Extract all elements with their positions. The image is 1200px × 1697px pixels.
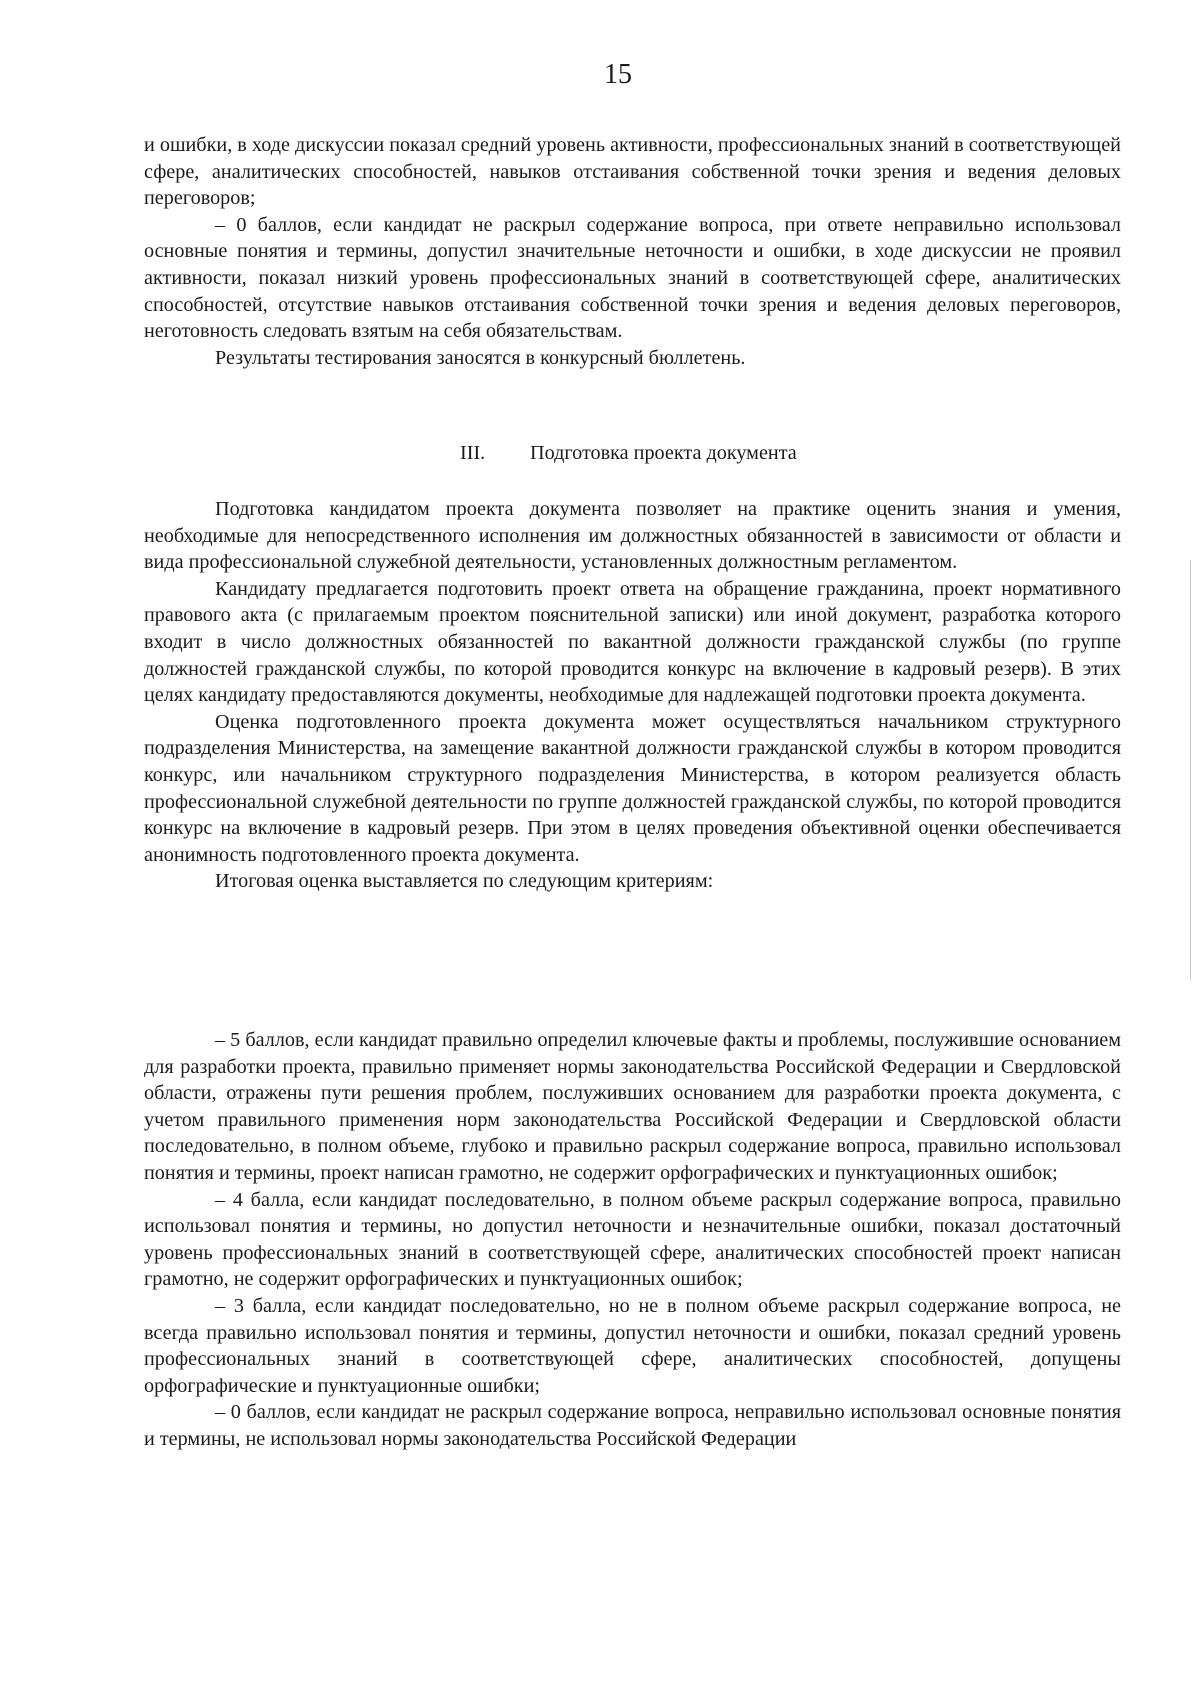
- paragraph: – 0 баллов, если кандидат не раскрыл содержание вопроса, при ответе неправильно использовал основные понятия и термины, допустил значительные неточности и ошибки, в ходе дискуссии не проявил активности, показал низкий уровень профессиональных знаний в соответствующей сфере, аналитических способностей, отсутствие навыков отстаивания собственной точки зрения и ведения деловых переговоров, неготовность следовать взятым на себя обязательствам.: [144, 213, 1121, 343]
- section-heading: [460, 440, 1020, 466]
- paragraph: Итоговая оценка выставляется по следующим критериям:: [215, 870, 714, 893]
- scan-edge-line: [1190, 560, 1191, 980]
- section-number: III.: [460, 442, 486, 464]
- paragraph: Кандидату предлагается подготовить проект ответа на обращение гражданина, проект нормативного правового акта (с прилагаемым проектом пояснительной записки) или иной документ, разработка которого входит в число должностных обязанностей по вакантной должности гражданской службы (по группе должностей гражданской службы, по которой проводится конкурс на включение в кадровый резерв). В этих целях кандидату предоставляются документы, необходимые для надлежащей подготовки проекта документа.: [144, 577, 1121, 707]
- criterion-item: – 3 балла, если кандидат последовательно, но не в полном объеме раскрыл содержание вопроса, не всегда правильно использовал понятия и термины, допустил неточности и ошибки, показал средний уровень профессиональных знаний в соответствующей сфере, аналитических способностей, допущены орфографические и пунктуационные ошибки;: [144, 1294, 1121, 1397]
- text-block-2: [144, 496, 1121, 895]
- criterion-item: – 5 баллов, если кандидат правильно определил ключевые факты и проблемы, послужившие основанием для разработки проекта, правильно применяет нормы законодательства Российской Федерации и Свердловской области, отражены пути решения проблем, послуживших основанием для разработки проекта документа, с учетом правильного применения норм законодательства Российской Федерации и Свердловской области последовательно, в полном объеме, глубоко и правильно раскрыл содержание вопроса, правильно использовал понятия и термины, проект написан грамотно, не содержит орфографических и пунктуационных ошибок;: [144, 1029, 1121, 1184]
- paragraph: и ошибки, в ходе дискуссии показал средний уровень активности, профессиональных знаний в соответствующей сфере, аналитических способностей, навыков отстаивания собственной точки зрения и ведения деловых переговоров;: [144, 134, 1121, 210]
- text-block-1: [144, 132, 1121, 371]
- criterion-item: – 4 балла, если кандидат последовательно, в полном объеме раскрыл содержание вопроса, правильно использовал понятия и термины, но допустил неточности и незначительные ошибки, показал достаточный уровень профессиональных знаний в соответствующей сфере, аналитических способностей проект написан грамотно, не содержит орфографических и пунктуационных ошибок;: [144, 1188, 1121, 1291]
- paragraph: Оценка подготовленного проекта документа может осуществляться начальником структурного подразделения Министерства, на замещение вакантной должности гражданской службы в котором проводится конкурс, или начальником структурного подразделения Министерства, в котором реализуется область профессиональной служебной деятельности по группе должностей гражданской службы, по которой проводится конкурс на включение в кадровый резерв. При этом в целях проведения объективной оценки обеспечивается анонимность подготовленного проекта документа.: [144, 710, 1121, 866]
- criterion-item: – 0 баллов, если кандидат не раскрыл содержание вопроса, неправильно использовал основные понятия и термины, не использовал нормы законодательства Российской Федерации: [144, 1401, 1121, 1450]
- section-title: Подготовка проекта документа: [530, 442, 797, 464]
- paragraph: Подготовка кандидатом проекта документа позволяет на практике оценить знания и умения, необходимые для непосредственного исполнения им должностных обязанностей в зависимости от области и вида профессиональной служебной деятельности, установленных должностным регламентом.: [144, 498, 1121, 574]
- page-number: 15: [604, 59, 632, 90]
- paragraph: Результаты тестирования заносятся в конкурсный бюллетень.: [215, 346, 746, 369]
- text-block-3: [144, 1027, 1121, 1453]
